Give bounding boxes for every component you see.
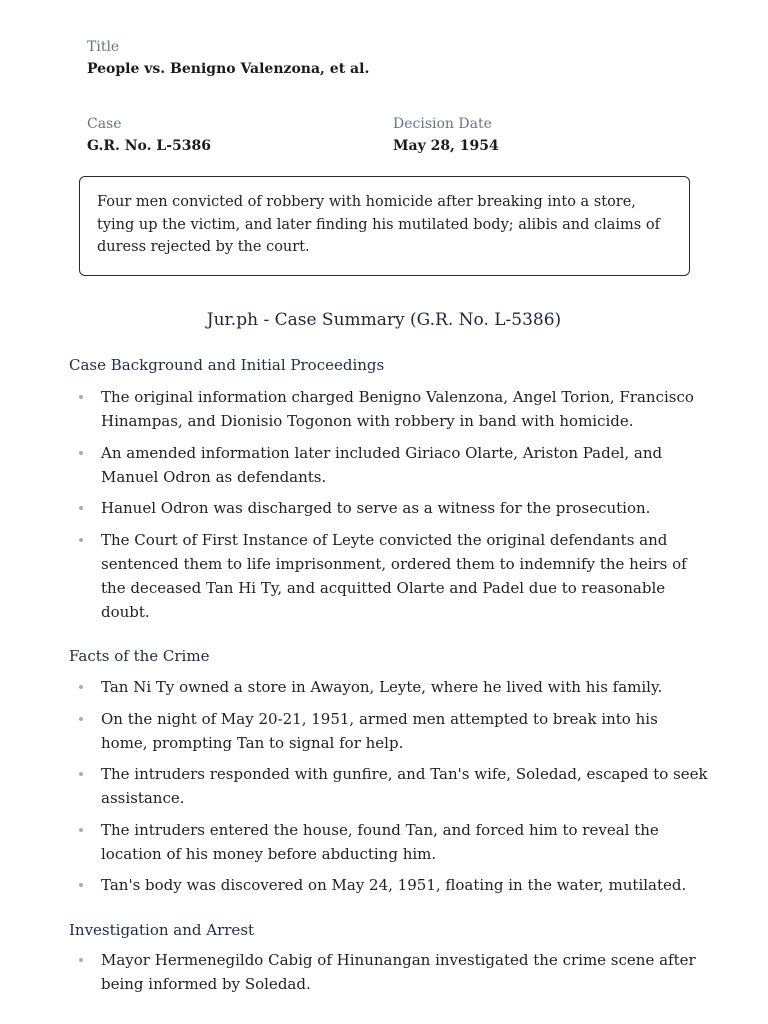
- list-item: The original information charged Benigno Valenzona, Angel Torion, Francisco Hinampas, and Dionisio Togonon with robbery in band with homicide.: [69, 385, 709, 433]
- list-item: An amended information later included Giriaco Olarte, Ariston Padel, and Manuel Odron as defendants.: [69, 441, 709, 489]
- case-title: People vs. Benigno Valenzona, et al.: [87, 61, 370, 77]
- bullet-list-investigation: [69, 948, 709, 1004]
- list-item: The Court of First Instance of Leyte convicted the original defendants and sentenced them to life imprisonment, ordered them to indemnify the heirs of the deceased Tan Hi Ty, and acquitted Olarte and Padel due to reasonable doubt.: [69, 528, 709, 624]
- list-item: The intruders responded with gunfire, and Tan's wife, Soledad, escaped to seek assistance.: [69, 762, 709, 810]
- list-item: Tan Ni Ty owned a store in Awayon, Leyte, where he lived with his family.: [69, 675, 709, 699]
- list-item: The intruders entered the house, found Tan, and forced him to reveal the location of his money before abducting him.: [69, 818, 709, 866]
- case-label: Case: [87, 116, 122, 132]
- list-item: Hanuel Odron was discharged to serve as a witness for the prosecution.: [69, 496, 709, 520]
- document-title: Jur.ph - Case Summary (G.R. No. L-5386): [206, 310, 562, 330]
- list-item: Tan's body was discovered on May 24, 1951, floating in the water, mutilated.: [69, 873, 709, 897]
- list-item: Mayor Hermenegildo Cabig of Hinunangan investigated the crime scene after being informed by Soledad.: [69, 948, 709, 996]
- section-heading-investigation: Investigation and Arrest: [69, 921, 255, 939]
- bullet-list-background: [69, 385, 709, 631]
- summary-text: Four men convicted of robbery with homicide after breaking into a store, tying up the victim, and later finding his mutilated body; alibis and claims of duress rejected by the court.: [97, 194, 660, 255]
- case-number: G.R. No. L-5386: [87, 138, 211, 154]
- decision-date-label: Decision Date: [393, 116, 492, 132]
- section-heading-background: Case Background and Initial Proceedings: [69, 356, 385, 374]
- bullet-list-facts: [69, 675, 709, 905]
- section-heading-facts: Facts of the Crime: [69, 647, 210, 665]
- list-item: On the night of May 20-21, 1951, armed men attempted to break into his home, prompting Tan to signal for help.: [69, 707, 709, 755]
- title-label: Title: [87, 39, 120, 55]
- decision-date: May 28, 1954: [393, 138, 499, 154]
- summary-box: [79, 176, 690, 276]
